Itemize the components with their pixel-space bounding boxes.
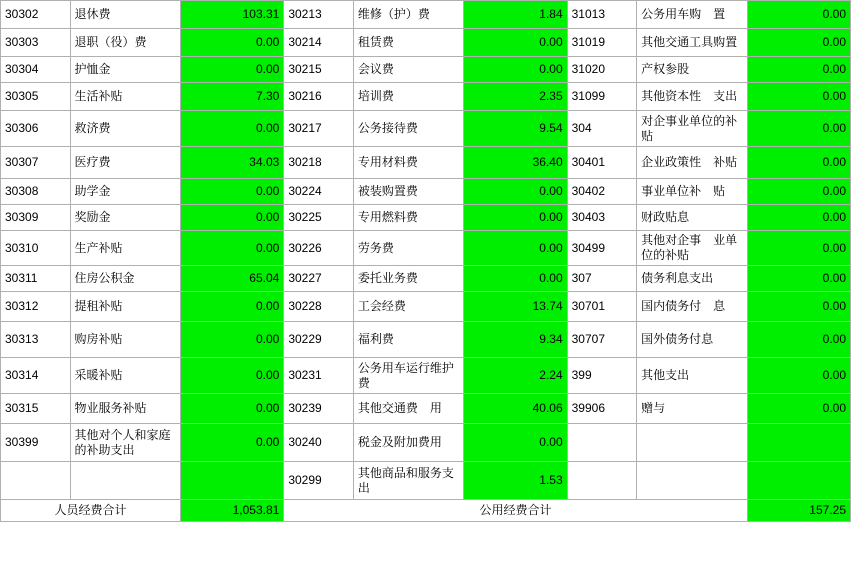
cell-amount-col2[interactable]: 0.00 [464,29,567,57]
cell-name-col3[interactable]: 赠与 [637,394,747,424]
table-row [1,205,851,231]
cell-code-col3[interactable]: 30701 [567,292,637,322]
cell-amount-col2[interactable]: 9.54 [464,111,567,147]
cell-code-col3[interactable]: 304 [567,111,637,147]
cell-code-col1[interactable]: 30304 [1,57,71,83]
cell-name-col2[interactable]: 税金及附加费用 [353,424,463,462]
cell-code-col1[interactable]: 30311 [1,266,71,292]
cell-name-col2[interactable]: 被装购置费 [353,179,463,205]
cell-name-col2[interactable]: 其他商品和服务支出 [353,462,463,500]
cell-name-col3[interactable]: 其他对企事 业单位的补贴 [637,231,747,266]
cell-amount-col1[interactable]: 0.00 [181,322,284,358]
table-row [1,322,851,358]
cell-amount-col1[interactable]: 0.00 [181,179,284,205]
personnel-total-label: 人员经费合计 [1,500,181,522]
cell-code-col3[interactable] [567,462,637,500]
cell-code-col1[interactable]: 30306 [1,111,71,147]
table-row [1,266,851,292]
cell-name-col2[interactable]: 专用材料费 [353,147,463,179]
cell-name-col1[interactable]: 助学金 [70,179,180,205]
cell-amount-col3[interactable] [747,424,850,462]
cell-amount-col1[interactable] [181,462,284,500]
cell-code-col2[interactable]: 30225 [284,205,354,231]
cell-code-col1[interactable]: 30303 [1,29,71,57]
cell-name-col3[interactable]: 企业政策性 补贴 [637,147,747,179]
cell-code-col2[interactable]: 30224 [284,179,354,205]
table-row [1,394,851,424]
cell-amount-col1[interactable]: 65.04 [181,266,284,292]
cell-code-col2[interactable]: 30231 [284,358,354,394]
totals-row [1,500,851,522]
cell-amount-col1[interactable]: 0.00 [181,205,284,231]
cell-name-col1[interactable]: 生活补贴 [70,83,180,111]
cell-name-col1[interactable]: 医疗费 [70,147,180,179]
cell-amount-col2[interactable]: 2.35 [464,83,567,111]
cell-amount-col2[interactable]: 0.00 [464,266,567,292]
cell-amount-col1[interactable]: 0.00 [181,292,284,322]
cell-name-col1[interactable]: 其他对个人和家庭的补助支出 [70,424,180,462]
cell-amount-col3[interactable]: 0.00 [747,205,850,231]
table-row [1,29,851,57]
cell-amount-col3[interactable]: 0.00 [747,394,850,424]
cell-name-col1[interactable]: 采暖补贴 [70,358,180,394]
cell-code-col3[interactable] [567,424,637,462]
cell-name-col1[interactable]: 生产补贴 [70,231,180,266]
cell-code-col2[interactable]: 30216 [284,83,354,111]
table-row [1,424,851,462]
table-row [1,111,851,147]
cell-amount-col2[interactable]: 0.00 [464,424,567,462]
cell-amount-col3[interactable]: 0.00 [747,292,850,322]
cell-amount-col1[interactable]: 7.30 [181,83,284,111]
cell-code-col3[interactable]: 30499 [567,231,637,266]
cell-amount-col1[interactable]: 0.00 [181,424,284,462]
cell-amount-col1[interactable]: 103.31 [181,1,284,29]
cell-name-col3[interactable]: 其他资本性 支出 [637,83,747,111]
cell-code-col2[interactable]: 30229 [284,322,354,358]
cell-name-col2[interactable]: 专用燃料费 [353,205,463,231]
cell-code-col3[interactable]: 31019 [567,29,637,57]
cell-name-col2[interactable]: 培训费 [353,83,463,111]
cell-amount-col3[interactable]: 0.00 [747,111,850,147]
cell-amount-col3[interactable]: 0.00 [747,358,850,394]
cell-code-col3[interactable]: 31013 [567,1,637,29]
cell-name-col2[interactable]: 其他交通费 用 [353,394,463,424]
cell-name-col2[interactable]: 会议费 [353,57,463,83]
cell-code-col1[interactable]: 30307 [1,147,71,179]
cell-code-col3[interactable]: 31020 [567,57,637,83]
table-row [1,147,851,179]
table-row [1,462,851,500]
cell-code-col1[interactable]: 30399 [1,424,71,462]
cell-name-col3[interactable]: 债务利息支出 [637,266,747,292]
cell-amount-col3[interactable]: 0.00 [747,231,850,266]
cell-code-col2[interactable]: 30228 [284,292,354,322]
cell-amount-col2[interactable]: 0.00 [464,179,567,205]
cell-name-col3[interactable]: 事业单位补 贴 [637,179,747,205]
cell-amount-col1[interactable]: 0.00 [181,358,284,394]
cell-code-col3[interactable]: 31099 [567,83,637,111]
cell-code-col1[interactable]: 30308 [1,179,71,205]
cell-name-col3[interactable]: 其他支出 [637,358,747,394]
cell-amount-col2[interactable]: 0.00 [464,205,567,231]
cell-code-col2[interactable]: 30218 [284,147,354,179]
cell-name-col3[interactable]: 国外债务付息 [637,322,747,358]
cell-code-col1[interactable]: 30302 [1,1,71,29]
public-total-value[interactable]: 157.25 [747,500,850,522]
cell-code-col3[interactable]: 399 [567,358,637,394]
table-row [1,358,851,394]
cell-amount-col1[interactable]: 0.00 [181,231,284,266]
cell-amount-col1[interactable]: 0.00 [181,394,284,424]
cell-code-col3[interactable]: 30402 [567,179,637,205]
cell-code-col2[interactable]: 30226 [284,231,354,266]
cell-name-col1[interactable]: 退职（役）费 [70,29,180,57]
cell-name-col1[interactable] [70,462,180,500]
cell-name-col1[interactable]: 奖励金 [70,205,180,231]
table-row [1,83,851,111]
cell-name-col1[interactable]: 物业服务补贴 [70,394,180,424]
cell-amount-col3[interactable]: 0.00 [747,29,850,57]
cell-code-col1[interactable]: 30312 [1,292,71,322]
cell-amount-col2[interactable]: 1.84 [464,1,567,29]
cell-code-col1[interactable]: 30314 [1,358,71,394]
cell-amount-col1[interactable]: 34.03 [181,147,284,179]
cell-name-col3[interactable]: 国内债务付 息 [637,292,747,322]
cell-code-col2[interactable]: 30227 [284,266,354,292]
cell-name-col2[interactable]: 租赁费 [353,29,463,57]
cell-code-col3[interactable]: 39906 [567,394,637,424]
cell-name-col1[interactable]: 退休费 [70,1,180,29]
cell-name-col1[interactable]: 购房补贴 [70,322,180,358]
cell-code-col2[interactable]: 30213 [284,1,354,29]
cell-amount-col1[interactable]: 0.00 [181,29,284,57]
table-row [1,1,851,29]
cell-amount-col2[interactable]: 2.24 [464,358,567,394]
cell-name-col2[interactable]: 工会经费 [353,292,463,322]
cell-amount-col3[interactable]: 0.00 [747,57,850,83]
cell-code-col1[interactable]: 30309 [1,205,71,231]
cell-amount-col3[interactable]: 0.00 [747,1,850,29]
table-row [1,231,851,266]
cell-name-col1[interactable]: 护恤金 [70,57,180,83]
cell-code-col2[interactable]: 30299 [284,462,354,500]
cell-amount-col3[interactable] [747,462,850,500]
cell-name-col3[interactable]: 对企事业单位的补贴 [637,111,747,147]
cell-code-col3[interactable]: 30403 [567,205,637,231]
cell-amount-col3[interactable]: 0.00 [747,322,850,358]
cell-name-col2[interactable]: 公务用车运行维护费 [353,358,463,394]
cell-amount-col2[interactable]: 0.00 [464,231,567,266]
cell-code-col2[interactable]: 30217 [284,111,354,147]
cell-name-col2[interactable]: 委托业务费 [353,266,463,292]
cell-code-col2[interactable]: 30240 [284,424,354,462]
cell-name-col3[interactable]: 财政贴息 [637,205,747,231]
cell-code-col1[interactable]: 30305 [1,83,71,111]
cell-code-col1[interactable]: 30310 [1,231,71,266]
cell-name-col3[interactable] [637,424,747,462]
cell-name-col1[interactable]: 住房公积金 [70,266,180,292]
table-row [1,179,851,205]
cell-amount-col2[interactable]: 9.34 [464,322,567,358]
cell-amount-col2[interactable]: 1.53 [464,462,567,500]
cell-amount-col1[interactable]: 0.00 [181,111,284,147]
cell-code-col2[interactable]: 30214 [284,29,354,57]
table-row [1,57,851,83]
cell-name-col3[interactable]: 公务用车购 置 [637,1,747,29]
cell-amount-col2[interactable]: 13.74 [464,292,567,322]
cell-amount-col3[interactable]: 0.00 [747,83,850,111]
cell-code-col1[interactable]: 30313 [1,322,71,358]
cell-name-col2[interactable]: 公务接待费 [353,111,463,147]
cell-name-col2[interactable]: 劳务费 [353,231,463,266]
cell-name-col1[interactable]: 提租补贴 [70,292,180,322]
cell-amount-col2[interactable]: 40.06 [464,394,567,424]
cell-code-col1[interactable]: 30315 [1,394,71,424]
cell-code-col2[interactable]: 30239 [284,394,354,424]
cell-code-col3[interactable]: 307 [567,266,637,292]
cell-name-col3[interactable]: 其他交通工具购置 [637,29,747,57]
cell-amount-col3[interactable]: 0.00 [747,147,850,179]
cell-name-col3[interactable] [637,462,747,500]
public-total-label: 公用经费合计 [284,500,747,522]
cell-code-col1[interactable] [1,462,71,500]
table-body [1,1,851,522]
cell-code-col2[interactable]: 30215 [284,57,354,83]
cell-name-col2[interactable]: 福利费 [353,322,463,358]
cell-amount-col3[interactable]: 0.00 [747,179,850,205]
cell-name-col1[interactable]: 救济费 [70,111,180,147]
cell-amount-col3[interactable]: 0.00 [747,266,850,292]
cell-amount-col2[interactable]: 36.40 [464,147,567,179]
table-row [1,292,851,322]
cell-amount-col2[interactable]: 0.00 [464,57,567,83]
personnel-total-value[interactable]: 1,053.81 [181,500,284,522]
cell-code-col3[interactable]: 30707 [567,322,637,358]
cell-name-col2[interactable]: 维修（护）费 [353,1,463,29]
cell-name-col3[interactable]: 产权参股 [637,57,747,83]
cell-amount-col1[interactable]: 0.00 [181,57,284,83]
cell-code-col3[interactable]: 30401 [567,147,637,179]
